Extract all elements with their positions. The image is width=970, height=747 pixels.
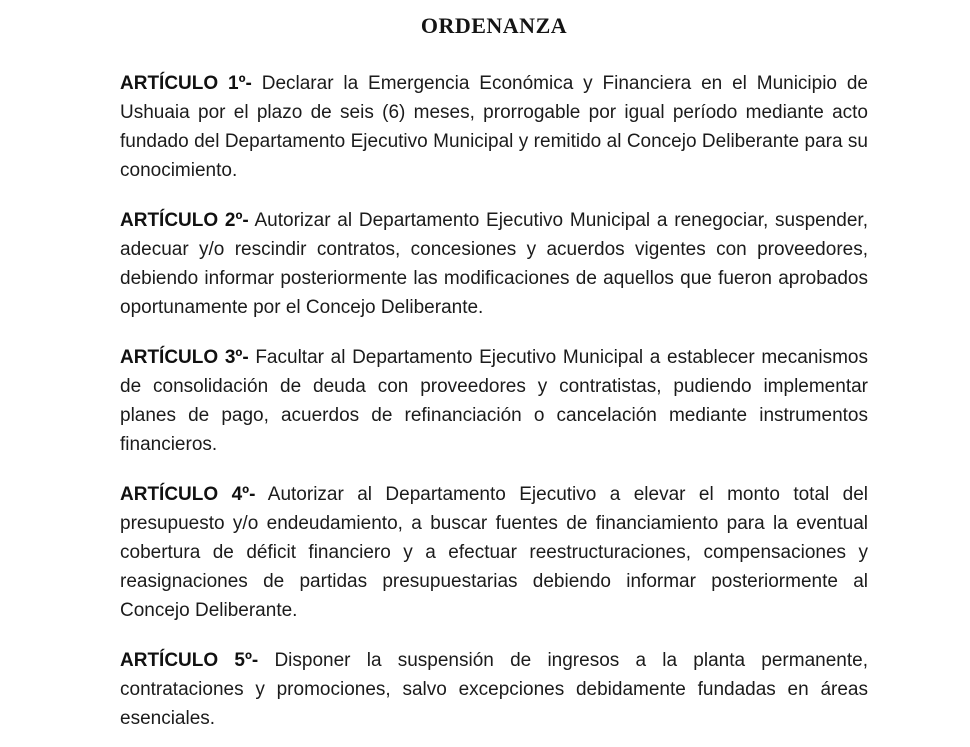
article-3 [120, 343, 868, 459]
article-4-label: ARTÍCULO 4º- [120, 484, 256, 505]
article-5 [120, 646, 868, 733]
document-title: ORDENANZA [420, 13, 568, 38]
article-4-text: Autorizar al Departamento Ejecutivo a elevar el monto total del presupuesto y/o endeudamiento, a buscar fuentes de financiamiento para la eventual cobertura de déficit financiero y a efectuar reestructuraciones, compensaciones y reasignaciones de partidas presupuestarias debiendo informar posteriormente al Concejo Deliberante. [120, 484, 868, 621]
article-1 [120, 69, 868, 185]
article-1-label: ARTÍCULO 1º- [120, 73, 252, 94]
article-5-text: Disponer la suspensión de ingresos a la planta permanente, contrataciones y promociones, salvo excepciones debidamente fundadas en áreas esenciales. [120, 650, 868, 729]
article-3-label: ARTÍCULO 3º- [120, 347, 249, 368]
article-3-text: Facultar al Departamento Ejecutivo Municipal a establecer mecanismos de consolidación de deuda con proveedores y contratistas, pudiendo implementar planes de pago, acuerdos de refinanciación o cancelación mediante instrumentos financieros. [120, 347, 869, 455]
article-2-text: Autorizar al Departamento Ejecutivo Municipal a renegociar, suspender, adecuar y/o rescindir contratos, concesiones y acuerdos vigentes con proveedores, debiendo informar posteriormente las modificaciones de aquellos que fueron aprobados oportunamente por el Concejo Deliberante. [120, 210, 868, 318]
article-5-label: ARTÍCULO 5º- [120, 650, 259, 671]
article-4 [120, 480, 868, 625]
article-2 [120, 206, 868, 322]
article-2-label: ARTÍCULO 2º- [120, 210, 249, 231]
article-1-text: Declarar la Emergencia Económica y Financiera en el Municipio de Ushuaia por el plazo de seis (6) meses, prorrogable por igual período mediante acto fundado del Departamento Ejecutivo Municipal y remitido al Concejo Deliberante para su conocimiento. [120, 73, 868, 181]
